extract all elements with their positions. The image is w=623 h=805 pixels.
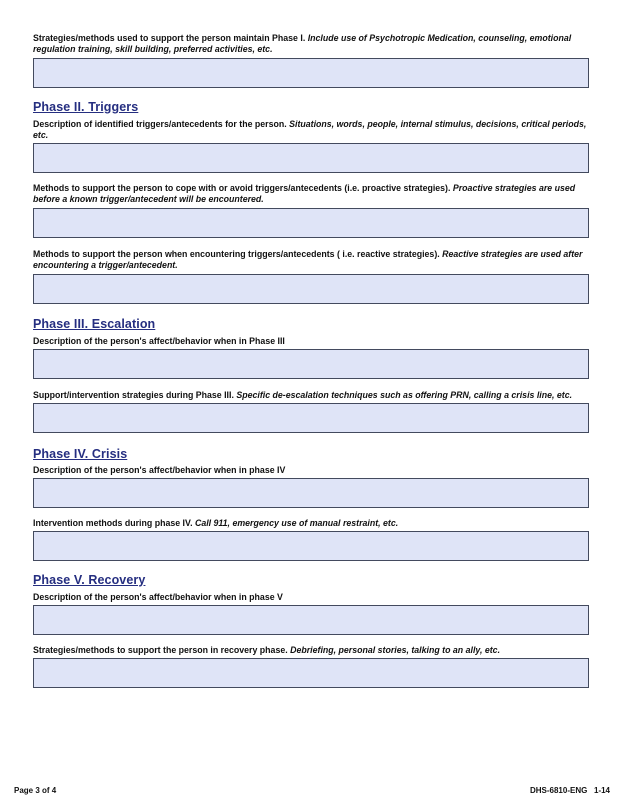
phase1-maintain-strategies-label [33,33,589,55]
label-hint: Call 911, emergency use of manual restraint, etc. [192,518,399,528]
page-number: Page 3 of 4 [14,786,57,795]
label-text: Description of the person's affect/behavior when in Phase III [33,336,285,346]
label-hint: Situations, words, people, internal stimulus, decisions, critical periods, etc. [33,119,587,140]
phase1-maintain-strategies-input[interactable] [33,58,589,88]
phase2-proactive-strategies-input[interactable] [33,208,589,238]
phase3-intervention-strategies-input[interactable] [33,403,589,433]
label-text: Support/intervention strategies during Phase III. [33,390,234,400]
phase2-triggers-description-input[interactable] [33,143,589,173]
phase5-behavior-description-input[interactable] [33,605,589,635]
label-hint: Specific de-escalation techniques such as offering PRN, calling a crisis line, etc. [233,390,573,400]
phase2-heading: Phase II. Triggers [33,100,139,114]
label-text: Strategies/methods to support the person in recovery phase. [33,645,288,655]
phase5-behavior-description-label [33,592,589,603]
phase5-heading: Phase V. Recovery [33,573,146,587]
label-hint: Debriefing, personal stories, talking to an ally, etc. [287,645,501,655]
phase4-heading: Phase IV. Crisis [33,447,128,461]
label-text: Description of the person's affect/behavior when in phase IV [33,465,286,475]
phase3-intervention-strategies-label [33,390,589,401]
phase2-reactive-strategies-input[interactable] [33,274,589,304]
phase5-recovery-strategies-label [33,645,589,656]
phase4-behavior-description-label [33,465,589,476]
label-hint: Include use of Psychotropic Medication, counseling, emotional regulation training, skill building, preferred activities, etc. [33,33,572,54]
phase2-reactive-strategies-label [33,249,589,271]
page-footer [14,786,610,795]
phase3-behavior-description-input[interactable] [33,349,589,379]
phase3-heading: Phase III. Escalation [33,317,156,331]
label-text: Description of identified triggers/antecedents for the person. [33,119,287,129]
phase3-behavior-description-label [33,336,589,347]
phase5-recovery-strategies-input[interactable] [33,658,589,688]
phase2-triggers-description-label [33,119,589,141]
label-text: Methods to support the person when encountering triggers/antecedents ( i.e. reactive strategies). [33,249,440,259]
phase2-proactive-strategies-label [33,183,589,205]
form-number: DHS-6810-ENG 1-14 [529,786,610,795]
label-hint: Proactive strategies are used before a known trigger/antecedent will be encountered. [33,183,576,204]
label-text: Strategies/methods used to support the person maintain Phase I. [33,33,306,43]
form-content [33,0,589,688]
label-text: Description of the person's affect/behavior when in phase V [33,592,283,602]
phase4-intervention-methods-input[interactable] [33,531,589,561]
phase4-intervention-methods-label [33,518,589,529]
label-text: Intervention methods during phase IV. [33,518,193,528]
label-text: Methods to support the person to cope with or avoid triggers/antecedents (i.e. proactive strategies). [33,183,451,193]
label-hint: Reactive strategies are used after encountering a trigger/antecedent. [33,249,583,270]
phase4-behavior-description-input[interactable] [33,478,589,508]
